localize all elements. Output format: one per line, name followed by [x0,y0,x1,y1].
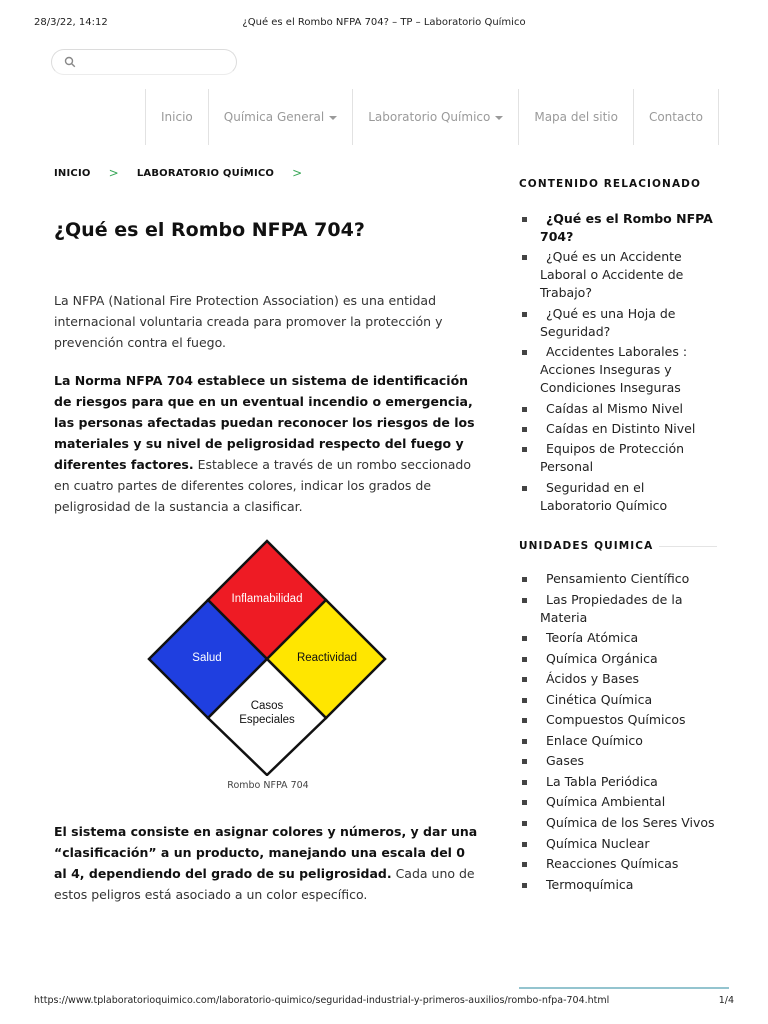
unit-link[interactable]: Química Nuclear [519,835,715,853]
nav-item-label: Laboratorio Químico [368,110,491,124]
norma-paragraph [54,370,479,517]
unit-link[interactable]: Cinética Química [519,691,715,709]
page-title: ¿Qué es el Rombo NFPA 704? [54,219,365,241]
unit-link[interactable]: Reacciones Químicas [519,855,715,873]
nav-item-label: Contacto [648,110,703,124]
related-link[interactable]: ¿Qué es un Accidente Laboral o Accidente de Trabajo? [519,248,715,302]
sistema-rest-text: Cada uno de estos peligros está asociado a un color específico. [54,866,475,902]
chevron-right-icon: > [292,166,303,180]
search-input[interactable] [51,49,237,75]
label-salud: Salud [192,652,222,664]
nav-item-label: Inicio [161,110,193,124]
label-casos: Casos [250,700,284,712]
nav-item-laboratorio-quimico[interactable] [352,89,518,145]
unit-link[interactable]: Pensamiento Científico [519,570,715,588]
unit-link[interactable]: Compuestos Químicos [519,711,715,729]
unit-link[interactable]: Química Ambiental [519,793,715,811]
nav-item-label: Química General [223,110,325,124]
main-nav [145,89,719,145]
units-list [519,570,715,896]
nfpa-diamond-figure [144,538,392,776]
nav-item-label: Mapa del sitio [534,110,618,124]
unit-link[interactable]: Termoquímica [519,876,715,894]
unit-link[interactable]: Química Orgánica [519,650,715,668]
sistema-paragraph [54,821,479,905]
related-link[interactable]: Accidentes Laborales : Acciones Inseguras y Condiciones Inseguras [519,343,715,397]
nav-item-mapa-del-sitio[interactable] [518,89,633,145]
breadcrumb-link-laboratorio[interactable]: LABORATORIO QUÍMICO [136,167,275,179]
related-list [519,210,715,517]
unit-link[interactable]: Ácidos y Bases [519,670,715,688]
search-icon [64,56,76,68]
nav-item-quimica-general[interactable] [208,89,352,145]
nav-item-inicio[interactable] [145,89,208,145]
label-especiales: Especiales [239,714,295,726]
related-link[interactable]: ¿Qué es una Hoja de Seguridad? [519,305,715,341]
caret-down-icon [329,116,337,120]
label-inflamabilidad: Inflamabilidad [231,593,303,605]
unit-link[interactable]: Enlace Químico [519,732,715,750]
related-link[interactable]: Caídas al Mismo Nivel [519,400,715,418]
nav-item-contacto[interactable] [633,89,719,145]
chevron-right-icon: > [108,166,119,180]
related-heading: CONTENIDO RELACIONADO [519,178,702,190]
unit-link[interactable]: Teoría Atómica [519,629,715,647]
norma-bold-text: La Norma NFPA 704 establece un sistema de identificación de riesgos para que en un eventual incendio o emergencia, las personas afectadas puedan reconocer los riesgos de los materiales y su nivel de peligrosidad respecto del fuego y diferentes factores. [54,373,475,472]
related-link[interactable]: Caídas en Distinto Nivel [519,420,715,438]
divider [659,546,717,547]
print-page-title: ¿Qué es el Rombo NFPA 704? – TP – Laboratorio Químico [242,17,526,28]
caret-down-icon [495,116,503,120]
sistema-bold-text: El sistema consiste en asignar colores y números, y dar una “clasificación” a un producto, manejando una escala del 0 al 4, dependiendo del grado de su peligrosidad. [54,824,478,881]
unit-link[interactable]: Gases [519,752,715,770]
related-link[interactable]: Equipos de Protección Personal [519,440,715,476]
norma-rest-text: Establece a través de un rombo seccionado en cuatro partes de diferentes colores, indicar los grados de peligrosidad de la sustancia a clasificar. [54,457,472,514]
unit-link[interactable]: La Tabla Periódica [519,773,715,791]
footer-decoration [519,987,729,989]
label-reactividad: Reactividad [296,652,358,664]
related-link[interactable]: ¿Qué es el Rombo NFPA 704? [519,210,715,246]
related-link[interactable]: Seguridad en el Laboratorio Químico [519,479,715,515]
intro-paragraph: La NFPA (National Fire Protection Association) es una entidad internacional voluntaria creada para promover la protección y prevención contra el fuego. [54,293,443,350]
units-heading: UNIDADES QUIMICA [519,540,654,552]
print-page-number: 1/4 [718,995,734,1006]
print-date: 28/3/22, 14:12 [34,17,108,28]
unit-link[interactable]: Las Propiedades de la Materia [519,591,715,627]
unit-link[interactable]: Química de los Seres Vivos [519,814,715,832]
figure-caption: Rombo NFPA 704 [227,780,309,791]
breadcrumb-link-inicio[interactable]: INICIO [54,167,91,179]
breadcrumb [54,166,320,180]
print-url: https://www.tplaboratorioquimico.com/laboratorio-quimico/seguridad-industrial-y-primeros-auxilios/rombo-nfpa-704.html [34,995,610,1006]
